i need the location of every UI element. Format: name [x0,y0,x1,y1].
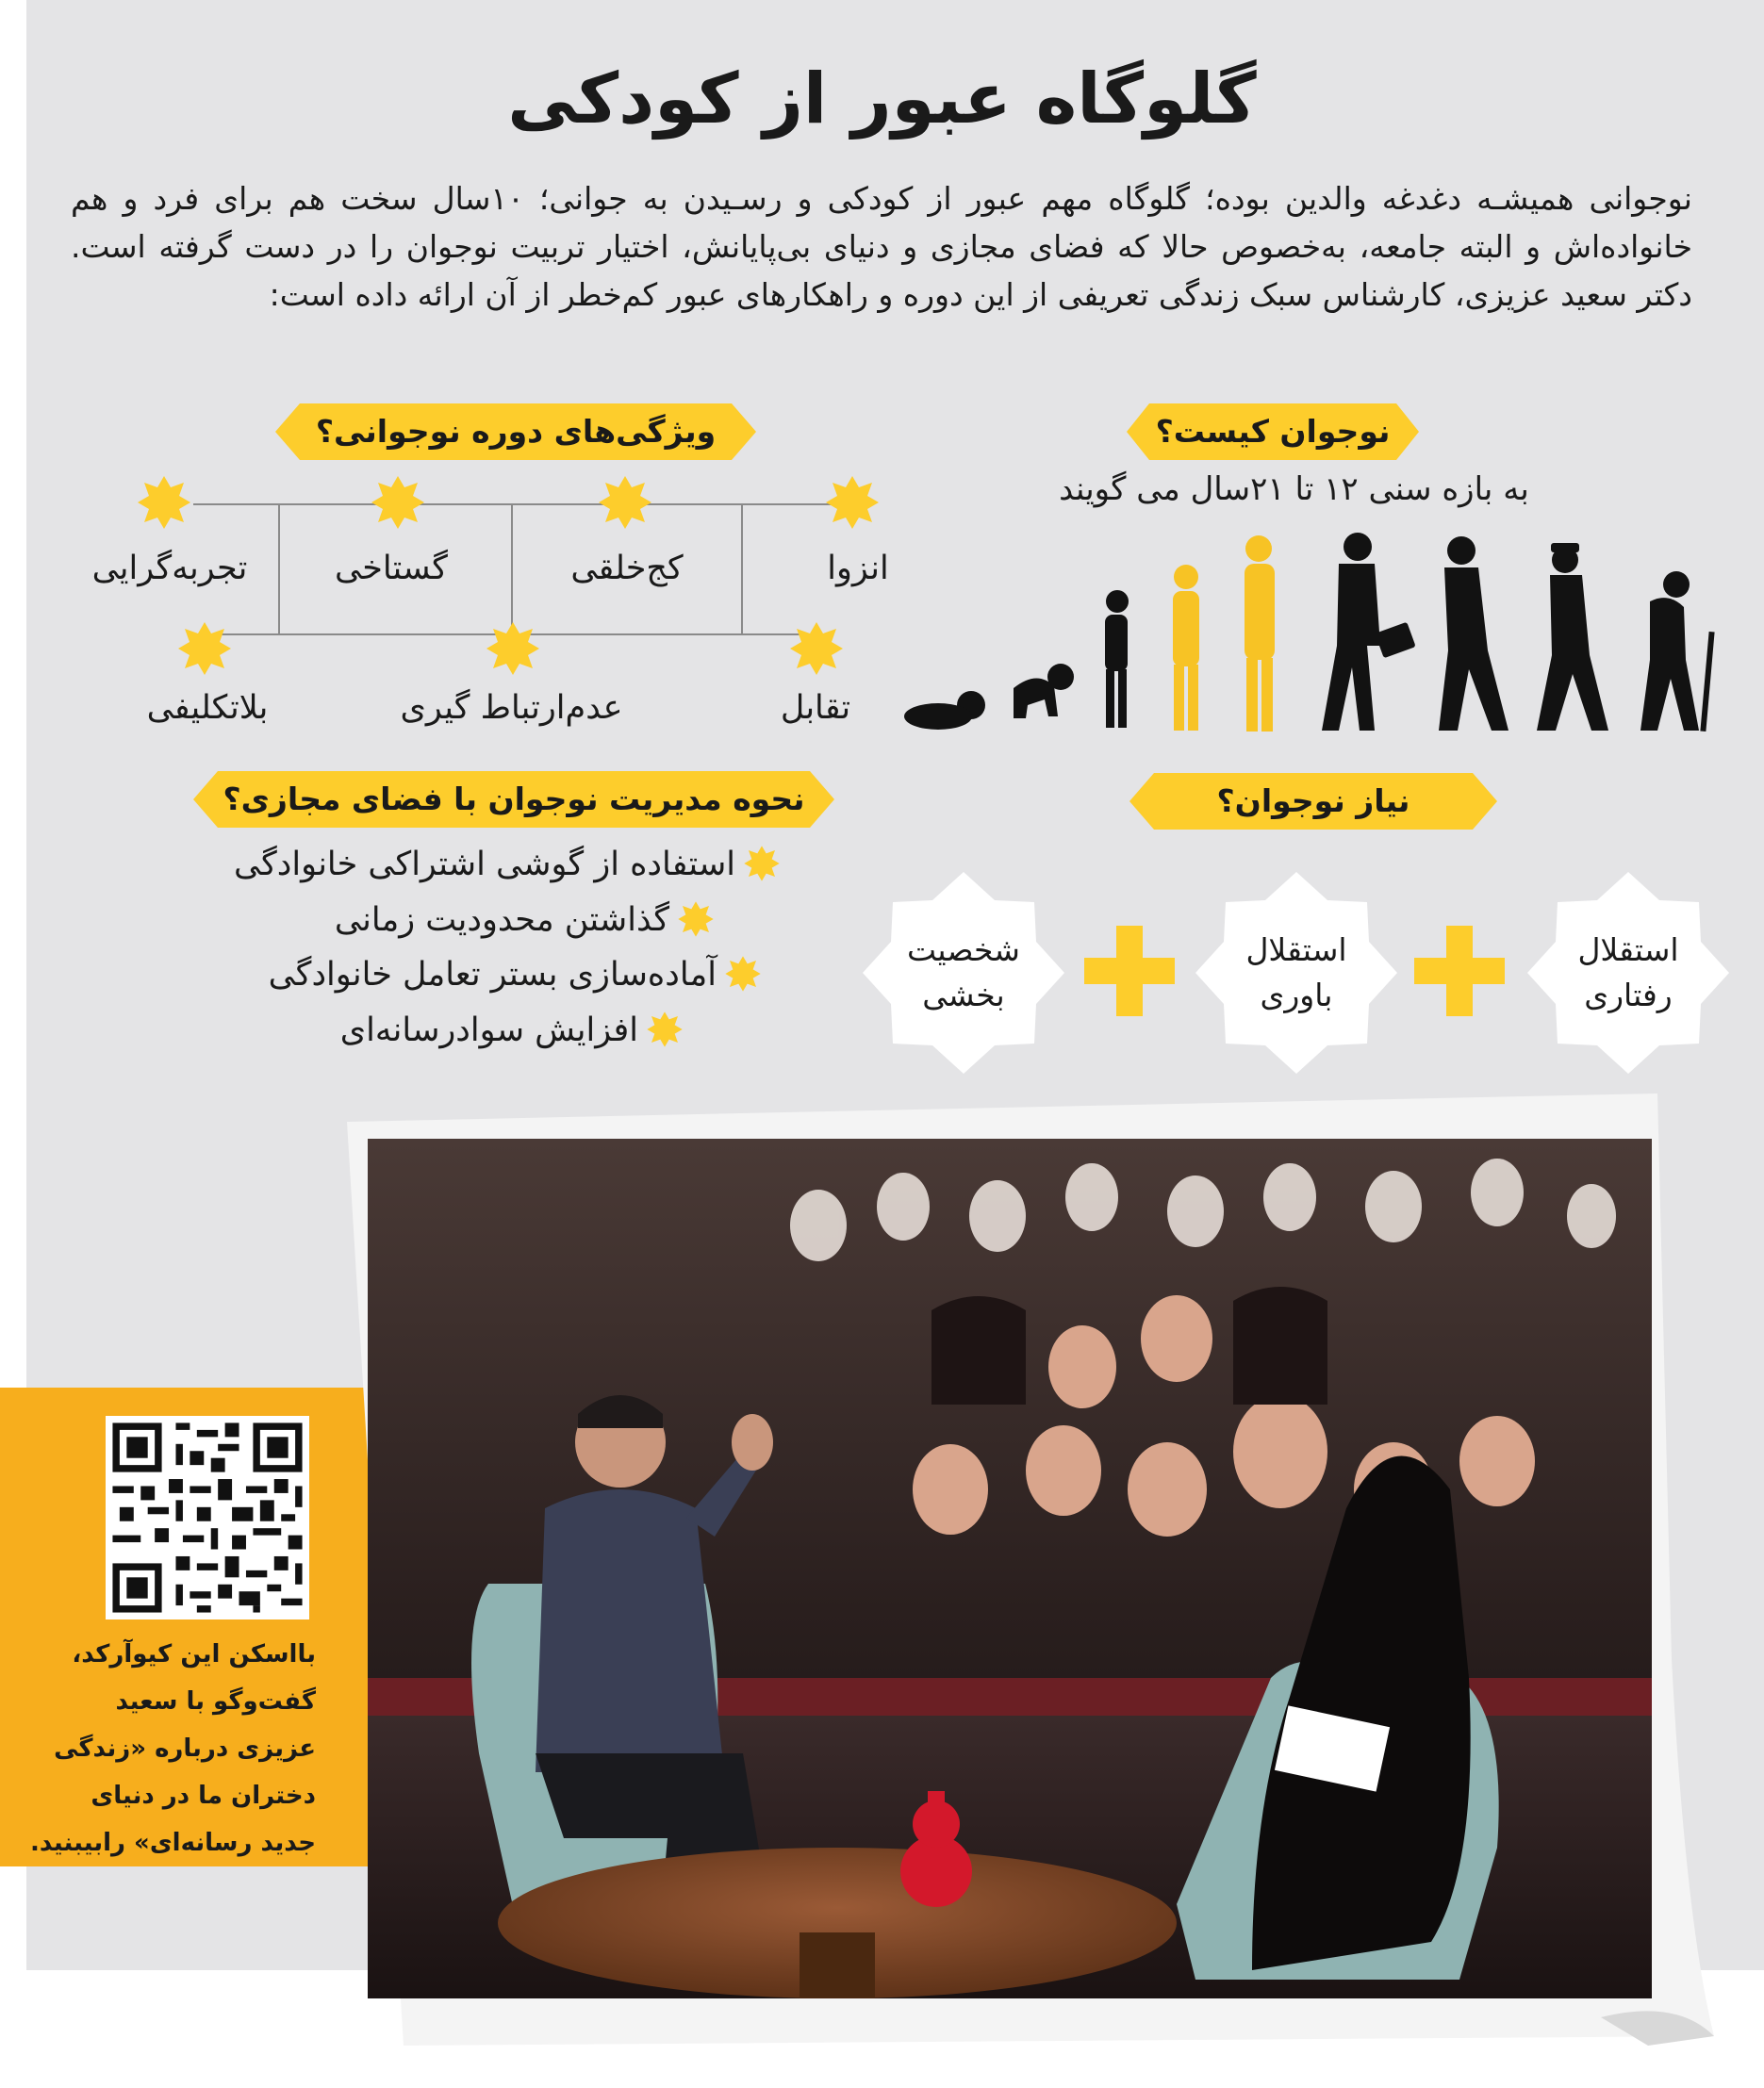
need-1-line1: استقلال [1577,931,1679,968]
need-personality-building [863,872,1064,1074]
qr-code-box [0,1388,372,1866]
intro-paragraph: نوجوانی همیشـه دغدغه والدین بوده؛ گلوگاه مهم عبور از کودکی و رسـیدن به جوانی؛ ۱۰سال سخت هم برای فرد و هم خانواده‌اش و البته جامعه، به‌خصوص حالا که فضای مجازی و دنیای بی‌پایانش، اختیار تربیت نوجوان را در دست گرفته است. دکتر سعید عزیزی، کارشناس سبک زندگی تعریفی از این دوره و راهکارهای عبور کم‌خطر از آن ارائه داده است: [71,180,1692,313]
cyber-item-1: استفاده از گوشی اشتراکی خانوادگی [233,846,735,883]
human-development-silhouettes [896,528,1716,745]
who-heading: نوجوان کیست؟ [1155,413,1391,450]
qr-caption: بااسکن این کیوآرکد، گفت‌وگو با سعید عزیزی درباره «زندگی دختران ما در دنیای جدید رسانه‌ای» رابیبنید. [30,1640,316,1857]
star-bullet-icon [677,900,715,938]
star-bullet-icon [724,955,762,993]
need-2-line1: استقلال [1245,931,1347,968]
trait-moodiness: کج‌خلقی [570,550,684,587]
trait-non-communication: عدم‌ارتباط گیری [400,689,623,727]
trait-confusion: بلاتکلیفی [146,689,269,727]
star-icon [824,474,881,531]
cyber-item-3: آماده‌سازی بستر تعامل خانوادگی [268,956,717,994]
needs-heading: نیاز نوجوان؟ [1216,782,1410,819]
trait-experimentalism: تجربه‌گرایی [91,550,248,587]
who-answer: به بازه سنی ۱۲ تا ۲۱سال می گویند [1059,470,1529,508]
cyber-item-2: گذاشتن محدودیت زمانی [334,901,669,939]
star-icon [788,620,845,677]
star-icon [370,474,426,531]
need-behavioral-independence [1527,872,1729,1074]
needs-heading-ribbon [1129,773,1497,830]
traits-heading: ویژگی‌های دوره نوجوانی؟ [315,413,717,450]
trait-rudeness: گستاخی [335,550,448,587]
qr-code-icon[interactable] [106,1416,309,1619]
need-3-line1: شخصیت [907,931,1020,968]
star-bullet-icon [743,845,781,882]
star-icon [597,474,653,531]
need-belief-independence [1195,872,1397,1074]
star-icon [136,474,192,531]
need-3-line2: بخشی [922,977,1005,1013]
plus-icon [1084,926,1175,1016]
trait-confrontation: تقابل [780,689,851,727]
trait-isolation: انزوا [827,550,889,587]
star-icon [176,620,233,677]
need-2-line2: باوری [1260,977,1333,1013]
need-1-line2: رفتاری [1584,977,1673,1013]
cyber-heading-ribbon [193,771,834,828]
cyber-heading: نحوه مدیریت نوجوان با فضای مجازی؟ [223,781,805,817]
star-icon [485,620,541,677]
page-title: گلوگاه عبور از کودکی [507,58,1257,140]
star-bullet-icon [646,1011,684,1048]
plus-icon [1414,926,1505,1016]
interview-photo [347,1093,1714,2046]
cyber-item-4: افزایش سوادرسانه‌ای [339,1011,638,1049]
